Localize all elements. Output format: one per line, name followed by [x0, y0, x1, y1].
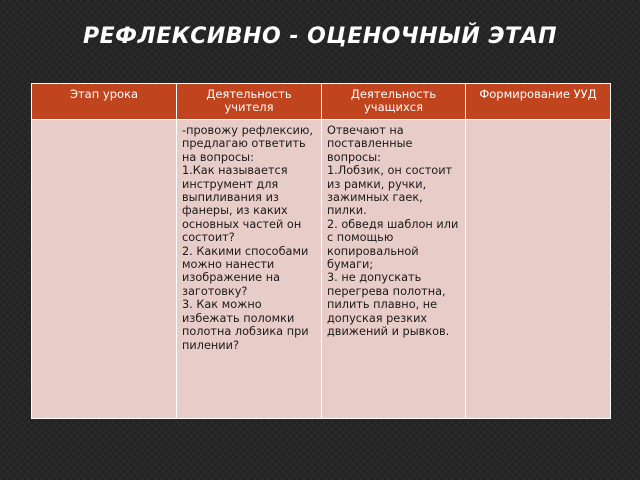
header-uud: Формирование УУД: [466, 84, 611, 120]
cell-teacher-text: -провожу рефлексию, предлагаю ответить на вопросы: 1.Как называется инструмент для выпиливания из фанеры, из каких основных частей он состоит? 2. Какими способами можно нанести изображение на заготовку? 3. Как можно избежать поломки полотна лобзика при пилении?: [182, 124, 313, 352]
cell-students-text: Отвечают на поставленные вопросы: 1.Лобзик, он состоит из рамки, ручки, зажимных гаек, пилки. 2. обведя шаблон или с помощью копировальной бумаги; 3. не допускать перегрева полотна, пилить плавно, не допуская резких движений и рывков.: [327, 124, 459, 339]
header-student-activity: Деятельность учащихся: [322, 84, 466, 120]
slide-title: РЕФЛЕКСИВНО - ОЦЕНОЧНЫЙ ЭТАП: [82, 24, 558, 49]
header-stage: Этап урока: [32, 84, 177, 120]
cell-teacher-activity: [177, 120, 322, 419]
lesson-table: [31, 83, 611, 419]
header-teacher-activity: Деятельность учителя: [177, 84, 322, 120]
cell-uud: [466, 120, 611, 419]
table-row: [32, 120, 611, 419]
table-header-row: [32, 84, 611, 120]
cell-stage: [32, 120, 177, 419]
cell-student-activity: [322, 120, 466, 419]
